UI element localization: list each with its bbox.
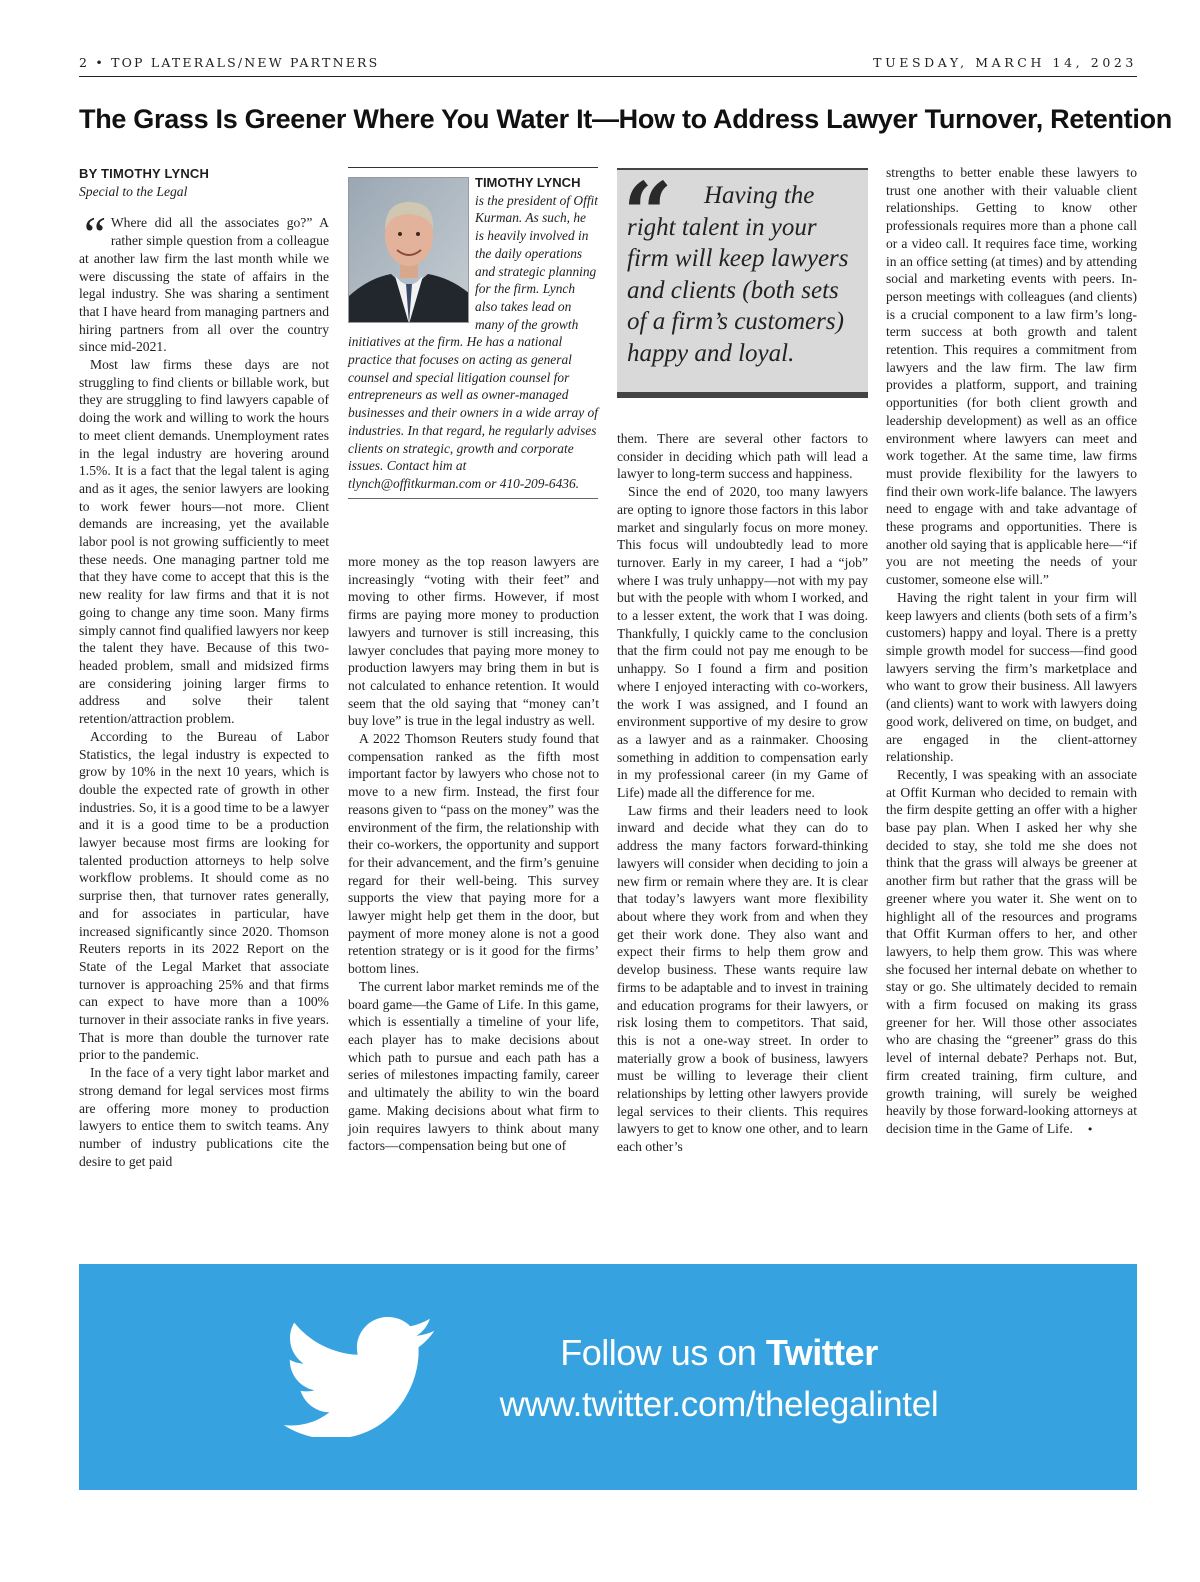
section-label: 2 • TOP LATERALS/NEW PARTNERS	[79, 55, 380, 70]
author-portrait-illustration	[349, 178, 469, 323]
pull-quote-text: Having the right talent in your firm will keep lawyers and clients (both sets of a firm’s customers) happy and loyal.	[627, 182, 849, 367]
pull-quote-mark: “	[623, 164, 673, 265]
author-bio-box	[348, 167, 598, 499]
byline-affiliation: Special to the Legal	[79, 183, 188, 199]
author-description: is the president of Offit Kurman. As such, he is heavily involved in the daily operations and strategic planning for the firm. Lynch also takes lead on many of the growth initiatives at the firm. He has a national practice that focuses on acting as general counsel and special litigation counsel for entrepreneurs as well as owner-managed businesses and their owners in a wide array of industries. In that regard, he regularly advises clients on strategic, growth and corporate issues. Contact him at tlynch@offitkurman.com or 410-209-6436.	[348, 192, 598, 491]
paragraph: strengths to better enable these lawyers to trust one another with their valuable client relationships. Getting to know other professionals requires more than a phone call or a video call. It requires face time, working in an office setting (at times) and by attending social and marketing events with peers. In-person meetings with colleagues (and clients) is a crucial component to a law firm’s long-term success at both growth and talent retention. This requires a commitment from lawyers and the law firm. The law firm provides a platform, support, and training opportunities (for both client growth and leadership development) as well as an office environment where lawyers can meet and work together. At the same time, law firms must provide flexibility for the lawyers to find their own work-life balance. The lawyers need to engage with and take advantage of these programs and opportunities. There is another old saying that is applicable here—“if you are not meeting the needs of your customer, someone else will.”	[886, 165, 1137, 588]
article-column-2	[348, 553, 599, 1155]
paragraph: According to the Bureau of Labor Statistics, the legal industry is expected to grow by 10% in the next 10 years, which is double the expected rate of growth in other industries. So, it is a good time to be a lawyer and it is a good time to be a production lawyer because most firms are looking for talented production attorneys to help solve workflow problems. It should come as no surprise then, that turnover rates generally, and for associates in particular, have increased significantly since 2020. Thomson Reuters reports in its 2022 Report on the State of the Legal Market that associate turnover is approaching 25% and that firms can expect to have more than a 100% turnover in their associate ranks in five years. That is more than double the turnover rate prior to the pandemic.	[79, 728, 329, 1063]
paragraph: The current labor market reminds me of the board game—the Game of Life. In this game, which is essentially a timeline of your life, each player has to make decisions about which path to pursue and each path has a series of milestones impacting family, career and ultimately the ability to win the board game. Making decisions about what firm to join requires lawyers to think about many factors—compensation being but one of	[348, 978, 599, 1154]
paragraph: Recently, I was speaking with an associate at Offit Kurman who decided to remain with the firm despite getting an offer with a higher base pay plan. When I asked her why she decided to stay, she told me she does not think that the grass will always be greener at another firm but rather that the grass will be greener where you water it. She went on to highlight all of the resources and programs that Offit Kurman offers to her, and other lawyers, to help them grow. This was where she focused her internal debate on whether to stay or go. She ultimately decided to remain with a firm focused on making its grass greener for her. Will those other associates who are chasing the “greener” grass do this level of internal debate? Perhaps not. But, firm created training, firm culture, and growth training, will surely be weighed heavily by those forward-looking attorneys at decision time in the Game of Life. •	[886, 766, 1137, 1136]
promo-heading: Follow us on Twitter	[560, 1332, 878, 1373]
twitter-bird-icon	[284, 1317, 434, 1437]
running-head	[79, 55, 1137, 77]
end-of-article-mark: •	[1086, 1122, 1094, 1136]
article-column-3	[617, 430, 868, 1156]
article-column-4	[886, 164, 1137, 1139]
paragraph: “ Where did all the associates go?” A rather simple question from a colleague at another law firm the last month while we were discussing the state of affairs in the legal industry. She was sharing a sentiment that I have heard from managing partners and hiring partners from all over the country since mid-2021.	[79, 206, 329, 355]
opening-quote-mark: “	[79, 206, 107, 263]
article-title: The Grass Is Greener Where You Water It—How to Address Lawyer Turnover, Retention	[79, 104, 1172, 134]
author-photo	[348, 177, 469, 323]
pull-quote	[617, 164, 868, 398]
paragraph: A 2022 Thomson Reuters study found that compensation ranked as the fifth most important factor by lawyers who chose not to move to a new firm. Instead, the first four reasons given to “pass on the money” was the environment of the firm, the relationship with their co-workers, the opportunity and support for their advancement, and the firm’s genuine regard for their well-being. This survey supports the view that paying more for a lawyer might help get them in the door, but payment of more money alone is not a good retention strategy or is it good for the firms’ bottom lines.	[348, 731, 599, 977]
paragraph: them. There are several other factors to consider in deciding which path will lead a lawyer to long-term success and happiness.	[617, 431, 868, 482]
article-column-1	[79, 165, 329, 1170]
promo-url-link[interactable]: www.twitter.com/thelegalintel	[499, 1385, 939, 1424]
paragraph: Most law firms these days are not struggling to find clients or billable work, but they are struggling to find lawyers capable of doing the work and willing to work the hours to meet client demands. Unemployment rates in the legal industry are hovering around 1.5%. It is a fact that the legal talent is aging and as it ages, the senior lawyers are looking to work fewer hours—not more. Client demands are increasing, yet the available labor pool is not growing sufficiently to meet these needs. One managing partner told me that they have come to accept that this is the new reality for law firms and that it is not going to change any time soon. Many firms simply cannot find qualified lawyers nor keep the talent they have. Because of this two-headed problem, small and midsized firms are considering joining larger firms to address and solve their talent retention/attraction problem.	[79, 357, 329, 727]
promo-brand: Twitter	[765, 1332, 878, 1373]
paragraph: Having the right talent in your firm will keep lawyers and clients (both sets of a firm’s customers) happy and loyal. There is a pretty simple growth model for success—find good lawyers serving the firm’s marketplace and who want to grow their business. All lawyers (and clients) want to work with lawyers doing good work, delivered on time, on budget, and are engaged in the client-attorney relationship.	[886, 589, 1137, 765]
author-name: TIMOTHY LYNCH	[475, 175, 581, 190]
paragraph: Law firms and their leaders need to look inward and decide what they can do to address the many factors forward-thinking lawyers will consider when deciding to join a new firm or remain where they are. It is clear that today’s lawyers want more flexibility about where they work from and when they get their work done. They also want and expect their firms to help them grow and develop business. These wants require law firms to be adaptable and to invest in training and education programs for their lawyers, or risk losing them to competitors. That said, this is not a one-way street. In order to materially grow a book of business, lawyers must be willing to leverage their client relationships by letting other lawyers provide legal services to their clients. This requires lawyers to get to know one other, and to learn each other’s	[617, 802, 868, 1155]
paragraph: more money as the top reason lawyers are increasingly “voting with their feet” and moving to other firms. However, if most firms are paying more money to production lawyers and turnover is still increasing, this lawyer concludes that paying more money to production lawyers may bring them in but is not calculated to enhance retention. It would seem that the old saying that “money can’t buy love” is true in the legal industry as well.	[348, 554, 599, 729]
issue-date: TUESDAY, MARCH 14, 2023	[873, 55, 1137, 70]
paragraph: Since the end of 2020, too many lawyers are opting to ignore those factors in this labor market and singularly focus on more money. This focus will undoubtedly lead to more turnover. Early in my career, I had a “job” where I was truly unhappy—not with my pay but with the people with whom I worked, and to a lesser extent, the work that I was doing. Thankfully, I quickly came to the conclusion that the firm could not pay me enough to be unhappy. So I found a firm and position where I enjoyed interacting with co-workers, the work I was assigned, and I found an environment supportive of my desire to grow as a lawyer and as a rainmaker. Choosing something in addition to compensation early in my professional career (in my Game of Life) made all the difference for me.	[617, 484, 868, 801]
byline: BY TIMOTHY LYNCH	[79, 166, 210, 181]
paragraph: In the face of a very tight labor market and strong demand for legal services most firms are offering more money to production lawyers to entice them to switch teams. Any number of industry publications cite the desire to get paid	[79, 1065, 329, 1169]
twitter-promo-banner[interactable]	[79, 1264, 1137, 1490]
